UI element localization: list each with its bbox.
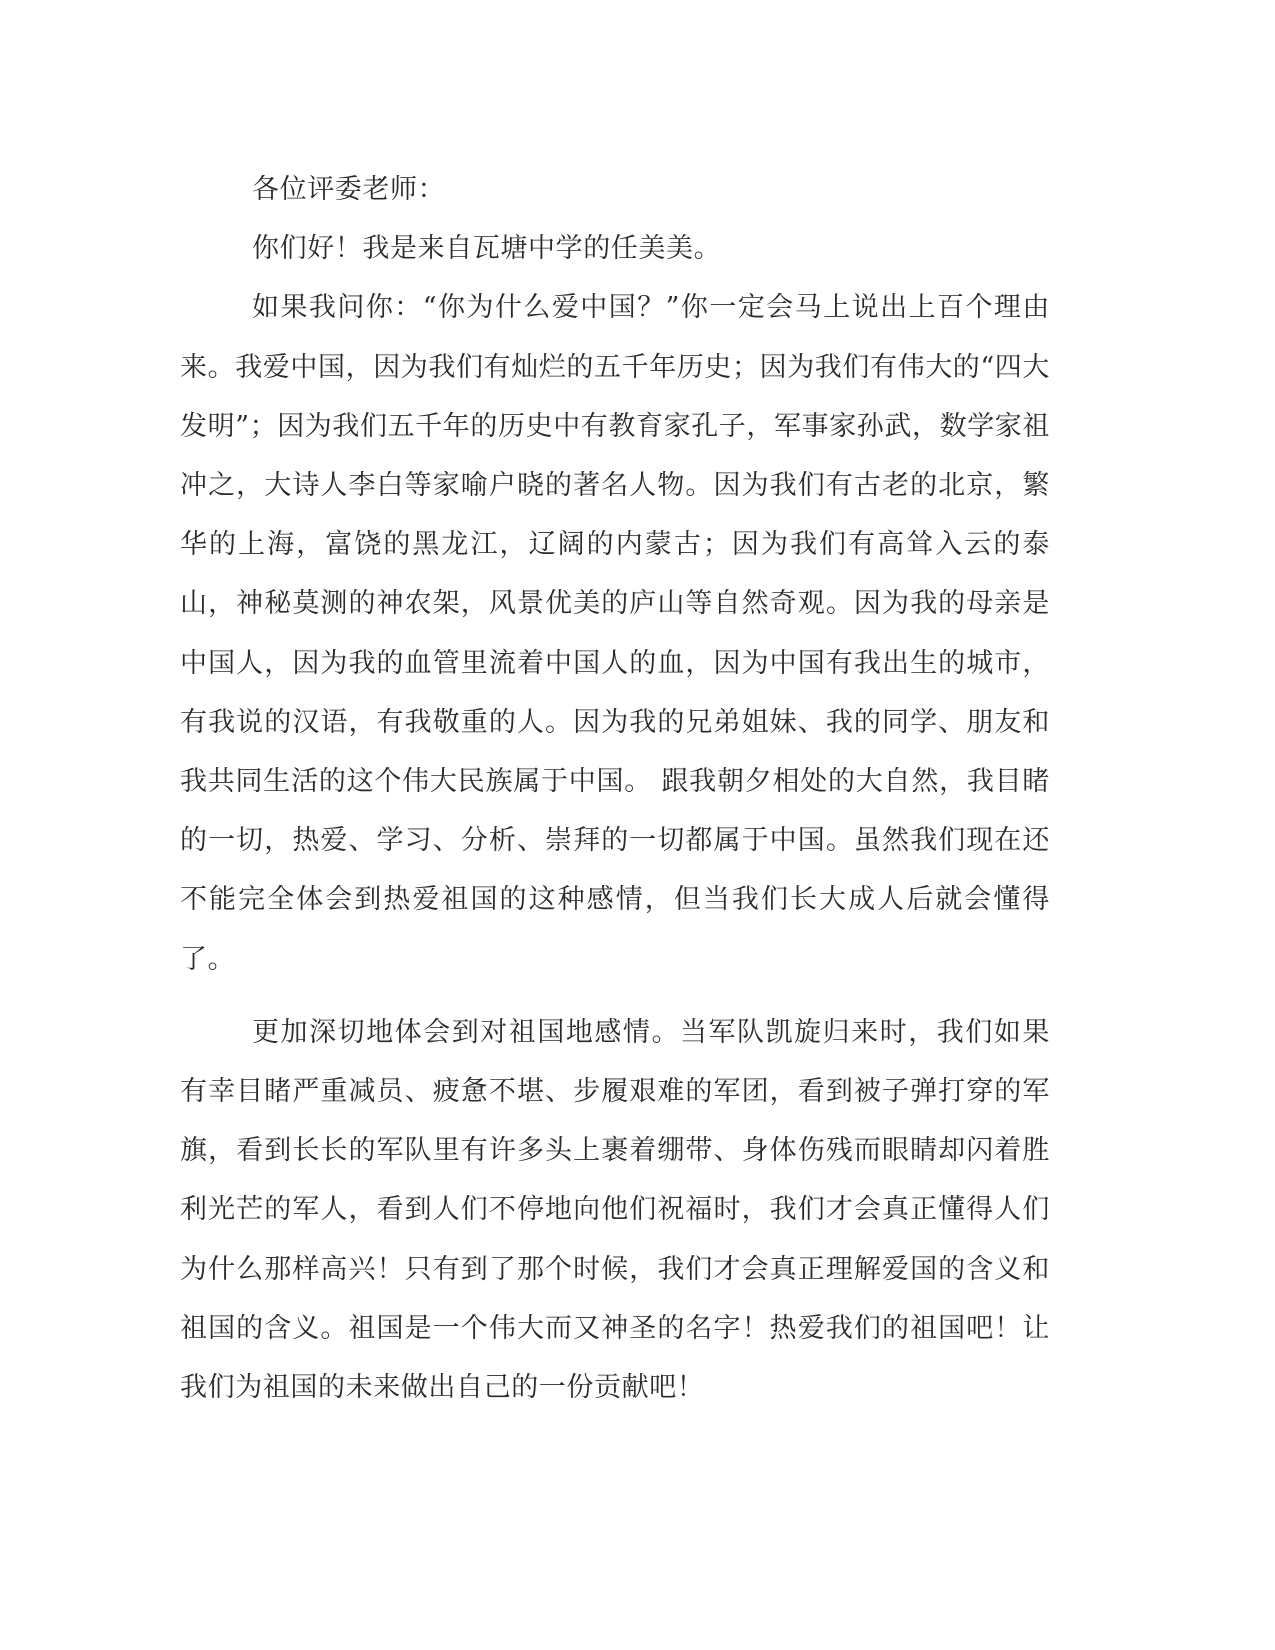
- salutation: 各位评委老师：: [252, 174, 446, 205]
- paragraph-2: 更加深切地体会到对祖国地感情。当军队凯旋归来时，我们如果有幸目睹严重减员、疲惫不堪、步履艰难的军团，看到被子弹打穿的军旗，看到长长的军队里有许多头上裹着绷带、身体伤残而眼睛却闪着胜利光芒的军人，看到人们不停地向他们祝福时，我们才会真正懂得人们为什么那样高兴！只有到了那个时候，我们才会真正理解爱国的含义和祖国的含义。祖国是一个伟大而又神圣的名字！热爱我们的祖国吧！让我们为祖国的未来做出自己的一份贡献吧！: [180, 1016, 1050, 1404]
- paragraph-1: 如果我问你：“你为什么爱中国？”你一定会马上说出上百个理由来。我爱中国，因为我们有灿烂的五千年历史；因为我们有伟大的“四大发明”；因为我们五千年的历史中有教育家孔子，军事家孙武，数学家祖冲之，大诗人李白等家喻户晓的著名人物。因为我们有古老的北京，繁华的上海，富饶的黑龙江，辽阔的内蒙古；因为我们有高耸入云的泰山，神秘莫测的神农架，风景优美的庐山等自然奇观。因为我的母亲是中国人，因为我的血管里流着中国人的血，因为中国有我出生的城市，有我说的汉语，有我敬重的人。因为我的兄弟姐妹、我的同学、朋友和我共同生活的这个伟大民族属于中国。 跟我朝夕相处的大自然，我目睹的一切，热爱、学习、分析、崇拜的一切都属于中国。虽然我们现在还不能完全体会到热爱祖国的这种感情，但当我们长大成人后就会懂得了。: [180, 292, 1051, 975]
- speech-text: [180, 160, 1050, 1417]
- greeting: 你们好！我是来自瓦塘中学的任美美。: [252, 233, 722, 265]
